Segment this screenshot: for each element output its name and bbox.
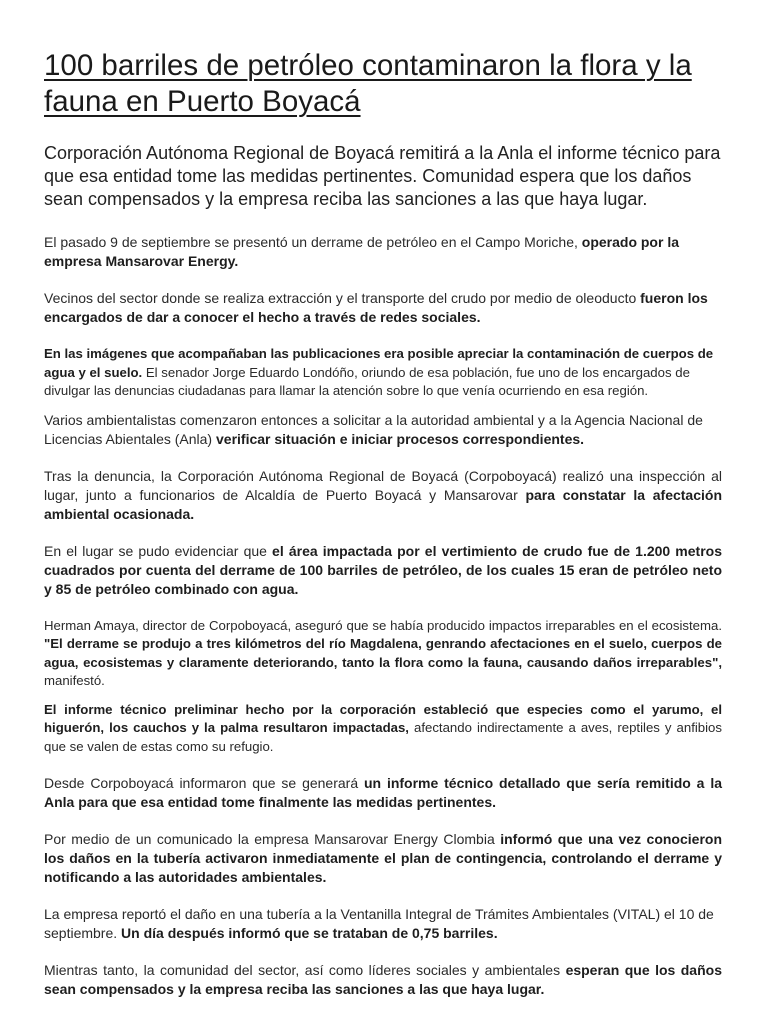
paragraph-5 — [44, 467, 722, 524]
paragraph-bold: fueron los encargados de dar a conocer el hecho a través de redes sociales. — [44, 290, 708, 325]
paragraph-4 — [44, 411, 722, 449]
paragraph-3 — [44, 345, 722, 401]
paragraph-bold: informó que una vez conocieron los daños en la tubería activaron inmediatamente el plan de contingencia, controlando el derrame y notificando a las autoridades ambientales. — [44, 831, 722, 885]
paragraph-text: Mientras tanto, la comunidad del sector, así como líderes sociales y ambientales — [44, 962, 566, 978]
paragraph-bold: operado por la empresa Mansarovar Energy. — [44, 234, 679, 269]
paragraph-bold: "El derrame se produjo a tres kilómetros del río Magdalena, genrando afectaciones en el suelo, cuerpos de agua, ecosistemas y claramente deteriorando, tanto la flora como la fauna, causando daños irreparables", — [44, 636, 722, 670]
paragraph-12 — [44, 961, 722, 999]
paragraph-bold: verificar situación e iniciar procesos correspondientes. — [216, 430, 585, 447]
paragraph-bold: El informe técnico preliminar hecho por la corporación estableció que especies como el yarumo, el higuerón, los cauchos y la palma resultaron impactadas, — [44, 701, 722, 735]
paragraph-bold: para constatar la afectación ambiental ocasionada. — [44, 486, 723, 522]
paragraph-bold: esperan que los daños sean compensados y la empresa reciba las sanciones a las que haya lugar. — [44, 962, 722, 997]
paragraph-bold: En las imágenes que acompañaban las publicaciones era posible apreciar la contaminación de cuerpos de agua y el suelo. — [44, 346, 714, 380]
article-lead: Corporación Autónoma Regional de Boyacá remitirá a la Anla el informe técnico para que esa entidad tome las medidas pertinentes. Comunidad espera que los daños sean compensados y la empresa reciba las sanciones a las que haya lugar. — [44, 143, 721, 209]
paragraph-7 — [44, 617, 722, 691]
paragraph-11 — [44, 905, 722, 943]
paragraph-text: El pasado 9 de septiembre se presentó un derrame de petróleo en el Campo Moriche, — [44, 234, 582, 250]
paragraph-text: El senador Jorge Eduardo Londóño, oriundo de esa población, fue uno de los encargados de divulgar las denuncias ciudadanas para llamar la atención sobre lo que venía ocurriendo en esa región. — [44, 364, 690, 398]
paragraph-10 — [44, 830, 722, 887]
paragraph-text: Desde Corpoboyacá informaron que se generará — [44, 775, 364, 791]
paragraph-6 — [44, 542, 722, 599]
paragraph-bold: un informe técnico detallado que sería remitido a la Anla para que esa entidad tome finalmente las medidas pertinentes. — [44, 775, 723, 810]
paragraph-text: Herman Amaya, director de Corpoboyacá, aseguró que se había producido impactos irreparables en el ecosistema. — [44, 617, 722, 633]
paragraph-bold: Un día después informó que se trataban de 0,75 barriles. — [121, 925, 498, 941]
paragraph-bold: el área impactada por el vertimiento de crudo fue de 1.200 metros cuadrados por cuenta del derrame de 100 barriles de petróleo, de los cuales 15 eran de petróleo neto y 85 de petróleo combinado con agua. — [44, 542, 722, 597]
paragraph-8 — [44, 701, 722, 757]
paragraph-text: manifestó. — [44, 673, 105, 688]
paragraph-1 — [44, 233, 722, 271]
paragraph-text: La empresa reportó el daño en una tubería a la Ventanilla Integral de Trámites Ambientales (VITAL) el 10 de septiembre. — [44, 906, 714, 941]
article-title: 100 barriles de petróleo contaminaron la flora y la fauna en Puerto Boyacá — [44, 49, 692, 118]
paragraph-text: afectando indirectamente a aves, reptiles y anfibios que se valen de estas como su refugio. — [44, 720, 722, 754]
paragraph-9 — [44, 774, 722, 812]
paragraph-text: Vecinos del sector donde se realiza extracción y el transporte del crudo por medio de oleoducto — [44, 290, 641, 306]
paragraph-text: Varios ambientalistas comenzaron entonces a solicitar a la autoridad ambiental y a la Agencia Nacional de Licencias Abientales (Anla) — [44, 411, 703, 447]
paragraph-text: Por medio de un comunicado la empresa Mansarovar Energy Clombia — [44, 831, 501, 847]
paragraph-text: En el lugar se pudo evidenciar que — [44, 542, 273, 559]
paragraph-2 — [44, 289, 722, 327]
paragraph-text: Tras la denuncia, la Corporación Autónoma Regional de Boyacá (Corpoboyacá) realizó una inspección al lugar, junto a funcionarios de Alcaldía de Puerto Boyacá y Mansarovar — [44, 467, 722, 503]
